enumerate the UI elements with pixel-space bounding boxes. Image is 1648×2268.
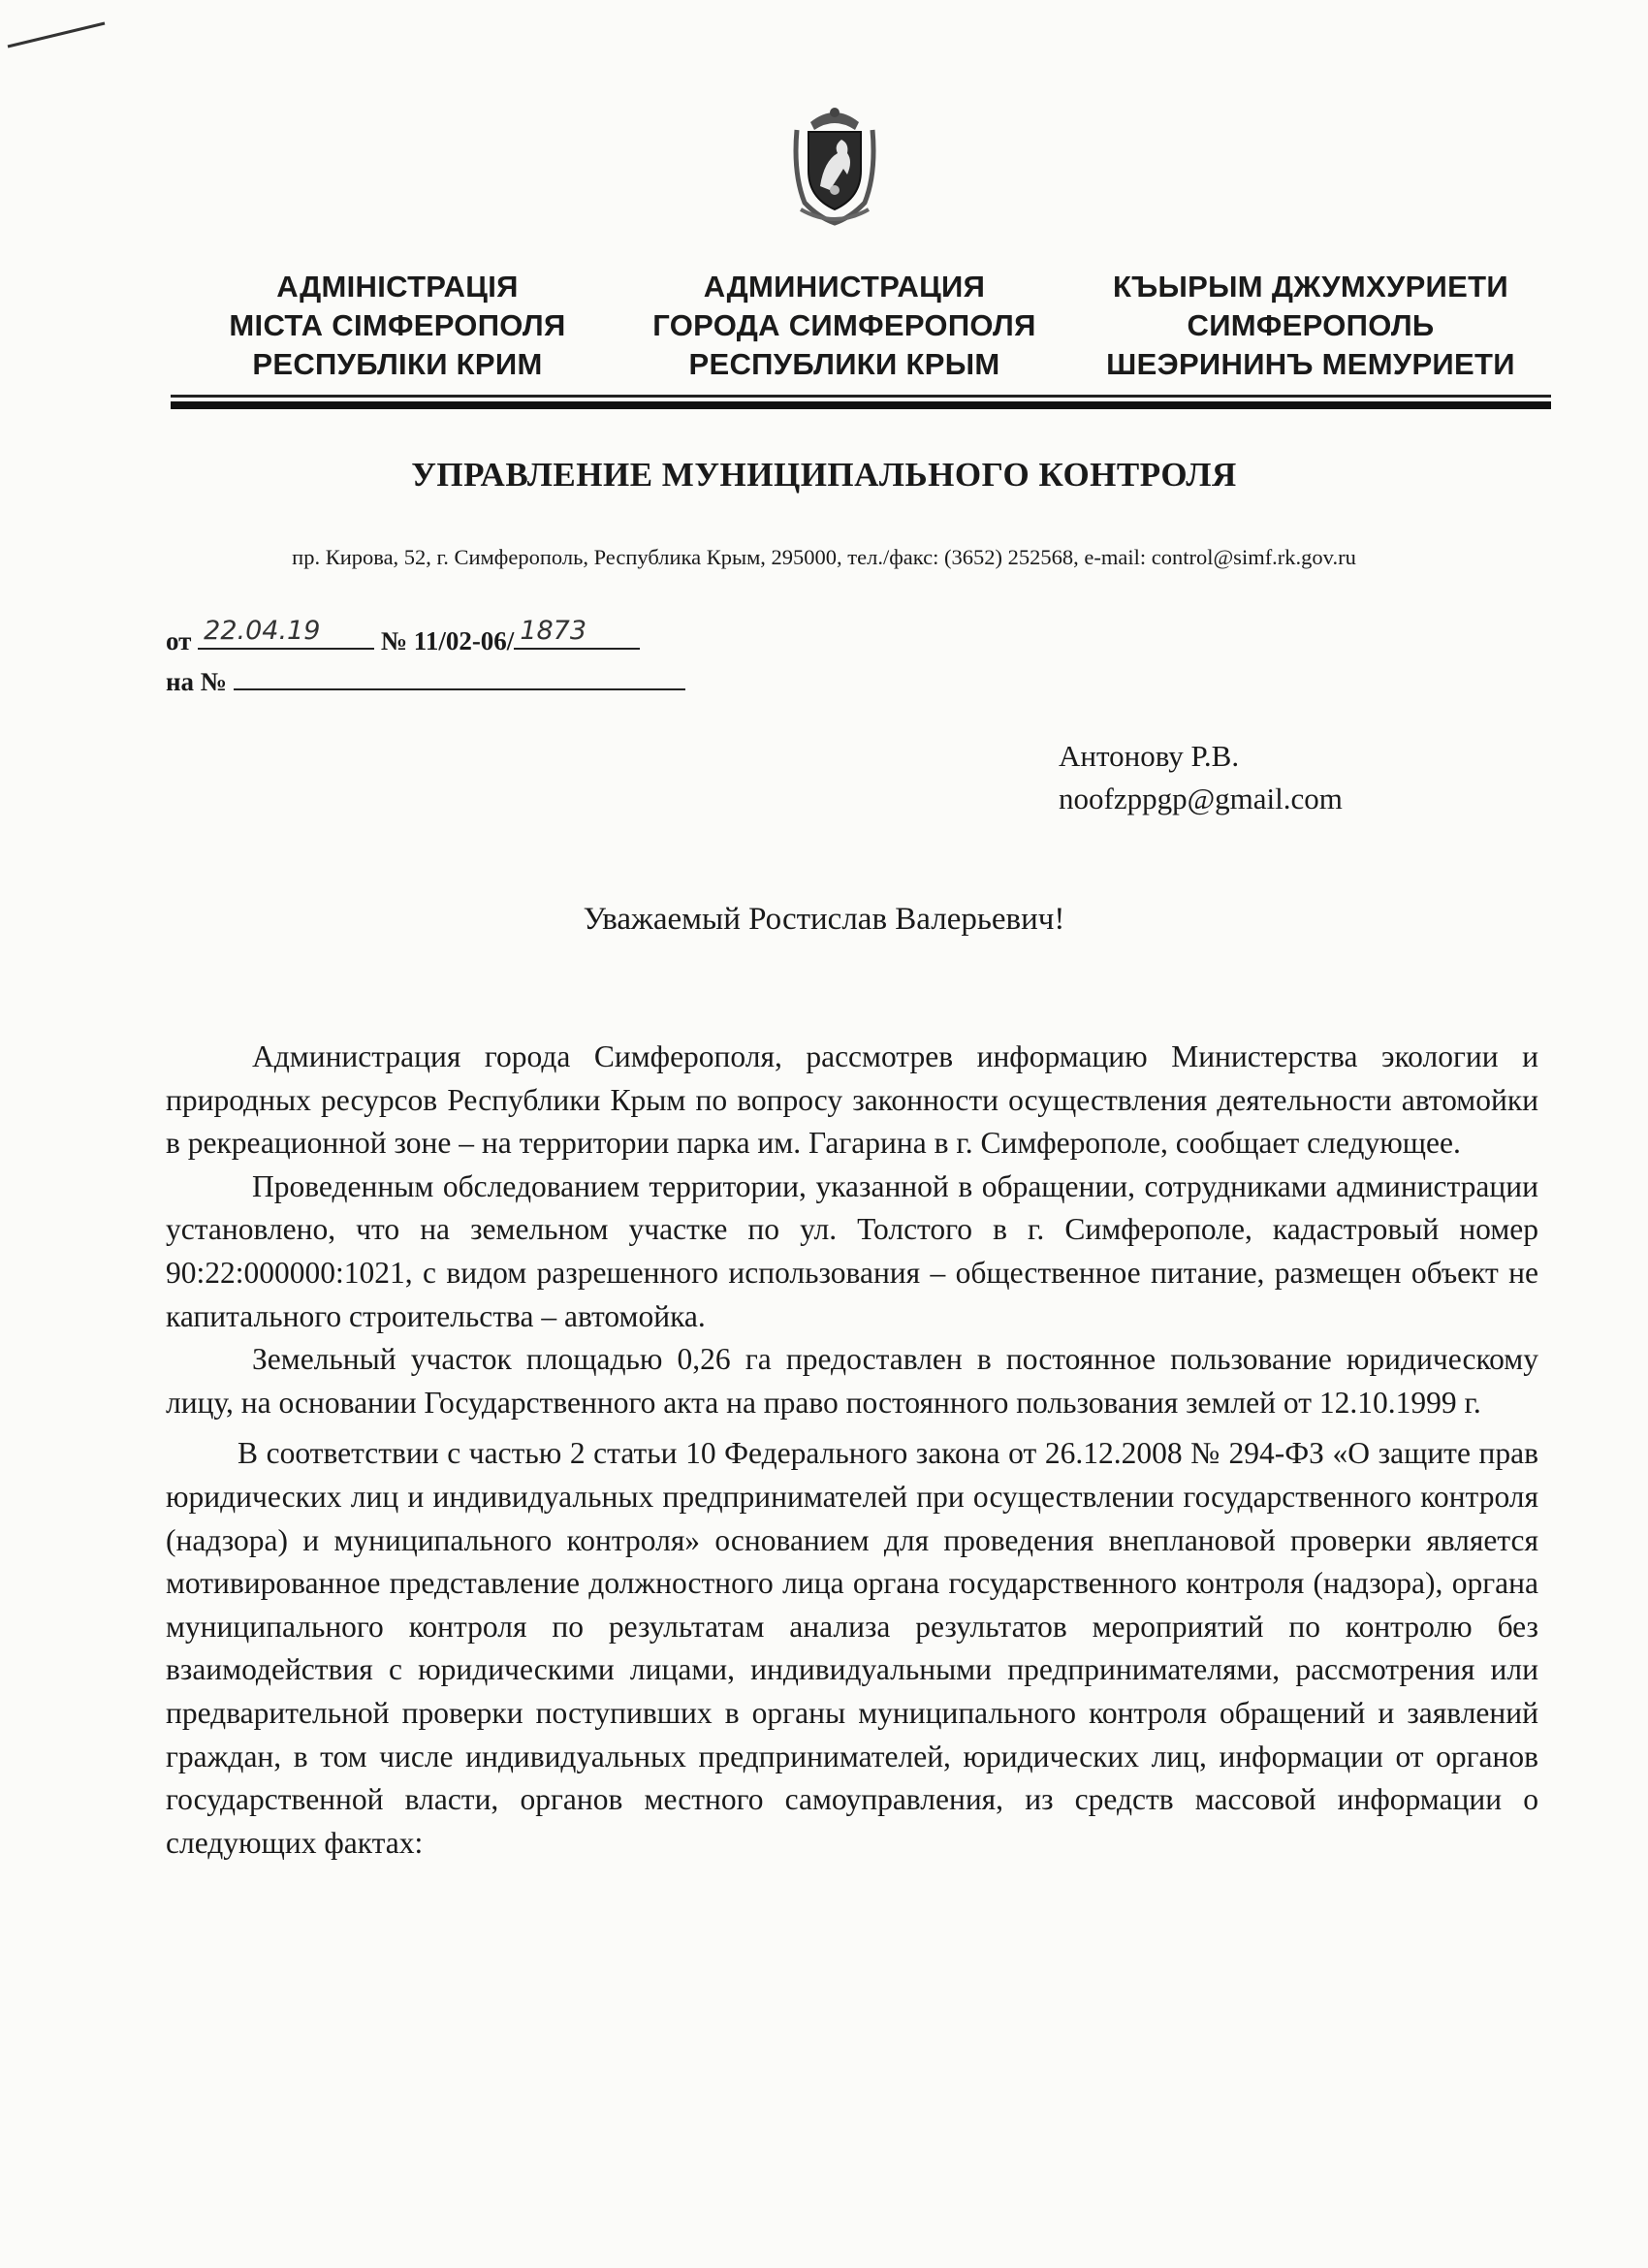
salutation: Уважаемый Ростислав Валерьевич! (583, 902, 1065, 937)
header-uk-line: РЕСПУБЛІКИ КРИМ (252, 347, 543, 381)
date-field (198, 616, 374, 650)
recipient-name: Антонову Р.В. (1059, 739, 1240, 773)
crimea-coat-of-arms-icon (791, 101, 878, 227)
body-paragraph: В соответствии с частью 2 статьи 10 Федерального закона от 26.12.2008 № 294-ФЗ «О защите прав юридических лиц и индивидуальных предпринимателей при осуществлении государственного контроля (надзора) и муниципального контроля» основанием для проведения внеплановой проверки является мотивированное представление должностного лица органа государственного контроля (надзора), органа муниципального контроля по результатам анализа результатов мероприятий по контролю без взаимодействия с юридическими лицами, индивидуальными предпринимателями, рассмотрения или предварительной проверки поступивших в органы муниципального контроля обращений и заявлений граждан, в том числе индивидуальных предпринимателей, юридических лиц, информации от органов государственной власти, органов местного самоуправления, из средств массовой информации о следующих фактах: (166, 1436, 1538, 1860)
header-ru-line: АДМИНИСТРАЦИЯ (703, 270, 986, 303)
header-uk-line: МІСТА СІМФЕРОПОЛЯ (229, 308, 566, 342)
reply-number-field (234, 659, 685, 690)
number-prefix: № 11/02-06/ (380, 626, 515, 655)
body-paragraph: Администрация города Симферополя, рассмотрев информацию Министерства экологии и природных ресурсов Республики Крым по вопросу законности осуществления деятельности автомойки в рекреационной зоне – на территории парка им. Гагарина в г. Симферополе, сообщает следующее. (166, 1039, 1538, 1161)
header-ukrainian (145, 268, 650, 384)
recipient-email: noofzppgp@gmail.com (1059, 782, 1343, 815)
body-paragraph: Земельный участок площадью 0,26 га предоставлен в постоянное пользование юридическому лицу, на основании Государственного акта на право постоянного пользования землей от 12.10.1999 г. (166, 1342, 1538, 1420)
reply-reference (166, 659, 685, 697)
date-prefix: от (166, 626, 192, 655)
reply-prefix: на № (166, 667, 227, 696)
handwritten-number: 1873 (520, 616, 587, 646)
header-ru-line: ГОРОДА СИМФЕРОПОЛЯ (652, 308, 1036, 342)
header-uk-line: АДМІНІСТРАЦІЯ (276, 270, 519, 303)
department-title: УПРАВЛЕНИЕ МУНИЦИПАЛЬНОГО КОНТРОЛЯ (411, 456, 1237, 494)
header-divider-thick (171, 401, 1551, 409)
letter-body (166, 1036, 1538, 1865)
header-russian (592, 268, 1096, 384)
header-divider-thin (171, 395, 1551, 398)
handwritten-date: 22.04.19 (204, 616, 321, 646)
header-crh-line: ШЕЭРИНИНЪ МЕМУРИЕТИ (1106, 347, 1515, 381)
recipient-block (1059, 735, 1343, 820)
header-crh-line: СИМФЕРОПОЛЬ (1187, 308, 1435, 342)
header-crimean-tatar (1059, 268, 1563, 384)
address-line: пр. Кирова, 52, г. Симферополь, Республика Крым, 295000, тел./факс: (3652) 252568, e-mail: control@simf.rk.gov.ru (292, 545, 1356, 569)
number-field (514, 616, 640, 650)
scan-mark (0, 0, 116, 58)
header-ru-line: РЕСПУБЛИКИ КРЫМ (688, 347, 1000, 381)
body-paragraph: Проведенным обследованием территории, указанной в обращении, сотрудниками администрации установлено, что на земельном участке по ул. Толстого в г. Симферополе, кадастровый номер 90:22:000000:1021, с видом разрешенного использования – общественное питание, размещен объект не капитального строительства – автомойка. (166, 1168, 1538, 1333)
outgoing-reference (166, 616, 640, 656)
header-crh-line: КЪЫРЫМ ДЖУМХУРИЕТИ (1113, 270, 1508, 303)
